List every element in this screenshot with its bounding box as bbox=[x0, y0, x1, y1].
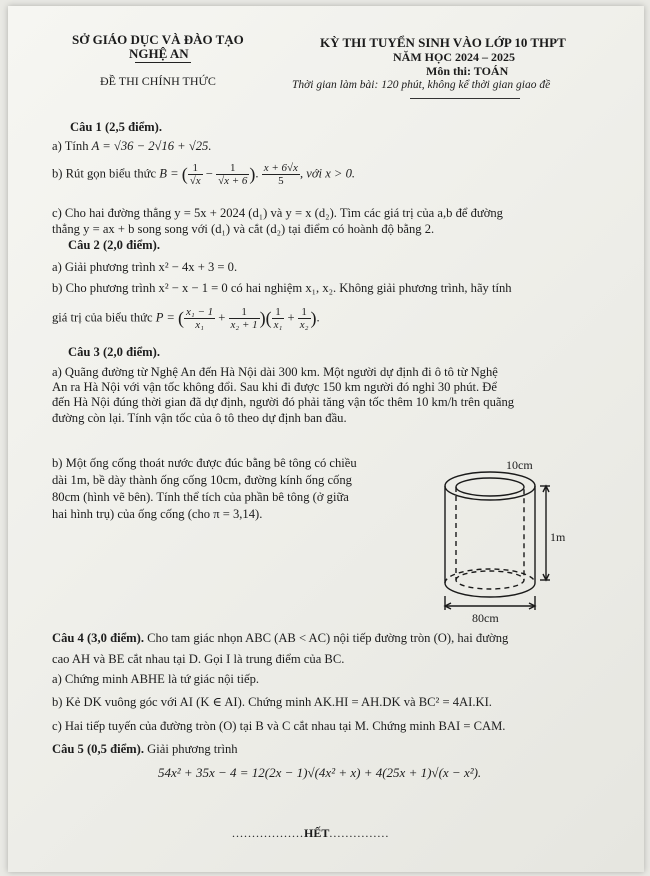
q1-title: Câu 1 (2,5 điểm). bbox=[70, 120, 162, 134]
q3-title: Câu 3 (2,0 điểm). bbox=[68, 345, 160, 359]
q2a: a) Giải phương trình x² − 4x + 3 = 0. bbox=[52, 260, 238, 274]
figure-thickness-label: 10cm bbox=[506, 458, 533, 472]
q4b: b) Kẻ DK vuông góc với AI (K ∈ AI). Chứng minh AK.HI = AH.DK và BC² = 4AI.KI. bbox=[52, 695, 492, 709]
q3a-line4: đường còn lại. Tính vận tốc của ô tô theo dự định ban đầu. bbox=[52, 411, 347, 425]
q3b-line1: b) Một ống cống thoát nước được đúc bằng bê tông có chiều bbox=[52, 456, 357, 470]
q1a-prefix: a) Tính bbox=[52, 139, 89, 153]
q3a-line1: a) Quãng đường từ Nghệ An đến Hà Nội dài 300 km. Một người dự định đi ô tô từ Nghệ bbox=[52, 365, 498, 379]
q1b: b) Rút gọn biểu thức B = ( $\frac{1}{√x}$ − $\frac{1}{√x + 6}$ ). $\frac{x + 6√x}{5}$ , với x > 0. bbox=[52, 162, 356, 187]
q5-line bbox=[52, 742, 238, 757]
time-note: Thời gian làm bài: 120 phút, không kể thời gian giao đề bbox=[292, 79, 551, 91]
q2b-line2: giá trị của biểu thức P = ( $\frac{\text{x₁ − 1}}{\text{x₁}}$ + $\frac{1}{\text{x₂ + 1}}$ )( $\frac{1}{\text{x₁}}$ + $\frac{1}{\text{x₂}}$ ). bbox=[52, 306, 320, 331]
pipe-figure bbox=[436, 468, 556, 618]
figure-diameter-label: 80cm bbox=[472, 611, 499, 625]
q2-title: Câu 2 (2,0 điểm). bbox=[68, 238, 160, 252]
q4-title: Câu 4 (3,0 điểm). bbox=[52, 631, 144, 645]
department-line1: SỞ GIÁO DỤC VÀ ĐÀO TẠO bbox=[72, 32, 244, 47]
department-underline bbox=[135, 62, 191, 63]
q4-line2: cao AH và BE cắt nhau tại D. Gọi I là trung điểm của BC. bbox=[52, 652, 345, 666]
subject: Môn thi: TOÁN bbox=[426, 64, 509, 78]
time-underline bbox=[410, 98, 520, 99]
q2b-fraction-2: $\frac{1}{\text{x₂ + 1}}$ bbox=[230, 306, 258, 331]
q1a-expression: A = √36 − 2√16 + √25. bbox=[91, 139, 212, 153]
q2b-fraction-4: $\frac{1}{\text{x₂}}$ bbox=[299, 306, 309, 331]
q3b-line2: dài 1m, bề dày thành ống cống 10cm, đường kính ống cống bbox=[52, 473, 352, 487]
official-label: ĐỀ THI CHÍNH THỨC bbox=[100, 74, 216, 88]
school-year: NĂM HỌC 2024 – 2025 bbox=[393, 50, 515, 64]
end-text: HẾT bbox=[304, 826, 330, 840]
end-dots-left: .................. bbox=[232, 826, 304, 840]
exam-title: KỲ THI TUYỂN SINH VÀO LỚP 10 THPT bbox=[320, 35, 566, 50]
q3b-line3: 80cm (hình vẽ bên). Tính thể tích của phần bê tông (ở giữa bbox=[52, 490, 349, 504]
q5-title: Câu 5 (0,5 điểm). bbox=[52, 742, 144, 756]
end-dots-right: ............... bbox=[329, 826, 390, 840]
q1a bbox=[52, 139, 211, 154]
q5-equation: 54x² + 35x − 4 = 12(2x − 1)√(4x² + x) + 4(25x + 1)√(x − x²). bbox=[158, 765, 482, 780]
q2b-fraction-1: $\frac{\text{x₁ − 1}}{\text{x₁}}$ bbox=[185, 306, 214, 331]
q2b-fraction-3: $\frac{1}{\text{x₁}}$ bbox=[273, 306, 283, 331]
q3b-line4: hai hình trụ) của ống cống (cho π = 3,14). bbox=[52, 507, 263, 521]
q4-intro: Cho tam giác nhọn ABC (AB < AC) nội tiếp đường tròn (O), hai đường bbox=[147, 631, 509, 645]
q1b-lhs: B = bbox=[159, 166, 179, 181]
q1c-line1: c) Cho hai đường thẳng y = 5x + 2024 (d₁) và y = x (d₂). Tìm các giá trị của a,b để đường bbox=[52, 206, 503, 220]
q1b-fraction-1: $\frac{1}{√x}$ bbox=[189, 162, 201, 187]
q5-prompt: Giải phương trình bbox=[147, 742, 238, 756]
pipe-outer-bottom-arc bbox=[445, 583, 535, 597]
pipe-inner-top-ellipse bbox=[456, 478, 524, 496]
q1b-fraction-3: $\frac{x + 6√x}{5}$ bbox=[263, 162, 298, 187]
q2b-P: P = bbox=[155, 310, 175, 325]
department-line2: NGHỆ AN bbox=[129, 46, 189, 61]
q2b-prefix: giá trị của biểu thức bbox=[52, 310, 153, 325]
pipe-inner-bottom-hidden bbox=[456, 571, 524, 580]
q1b-prefix: b) Rút gọn biểu thức bbox=[52, 166, 157, 181]
q4-line1 bbox=[52, 631, 508, 646]
q1c-line2: thẳng y = ax + b song song với (d₁) và cắt (d₂) tại điểm có hoành độ bằng 2. bbox=[52, 222, 435, 236]
q2b-line1: b) Cho phương trình x² − x − 1 = 0 có hai nghiệm x₁, x₂. Không giải phương trình, hãy tính bbox=[52, 281, 512, 295]
q4a: a) Chứng minh ABHE là tứ giác nội tiếp. bbox=[52, 672, 260, 686]
q3a-line3: đến Hà Nội đúng thời gian đã dự định, người đó phải tăng vận tốc thêm 10 km/h trên quãng bbox=[52, 395, 515, 409]
q3a-line2: An ra Hà Nội với vận tốc không đổi. Sau khi đi được 150 km người đó nghỉ 30 phút. Để bbox=[52, 380, 497, 394]
q4c: c) Hai tiếp tuyến của đường tròn (O) tại B và C cắt nhau tại M. Chứng minh BAI = CAM. bbox=[52, 719, 506, 733]
q1b-fraction-2: $\frac{1}{√x + 6}$ bbox=[218, 162, 248, 187]
end-marker bbox=[232, 826, 389, 841]
figure-length-label: 1m bbox=[550, 530, 566, 544]
q1b-suffix: , với x > 0. bbox=[299, 166, 356, 181]
